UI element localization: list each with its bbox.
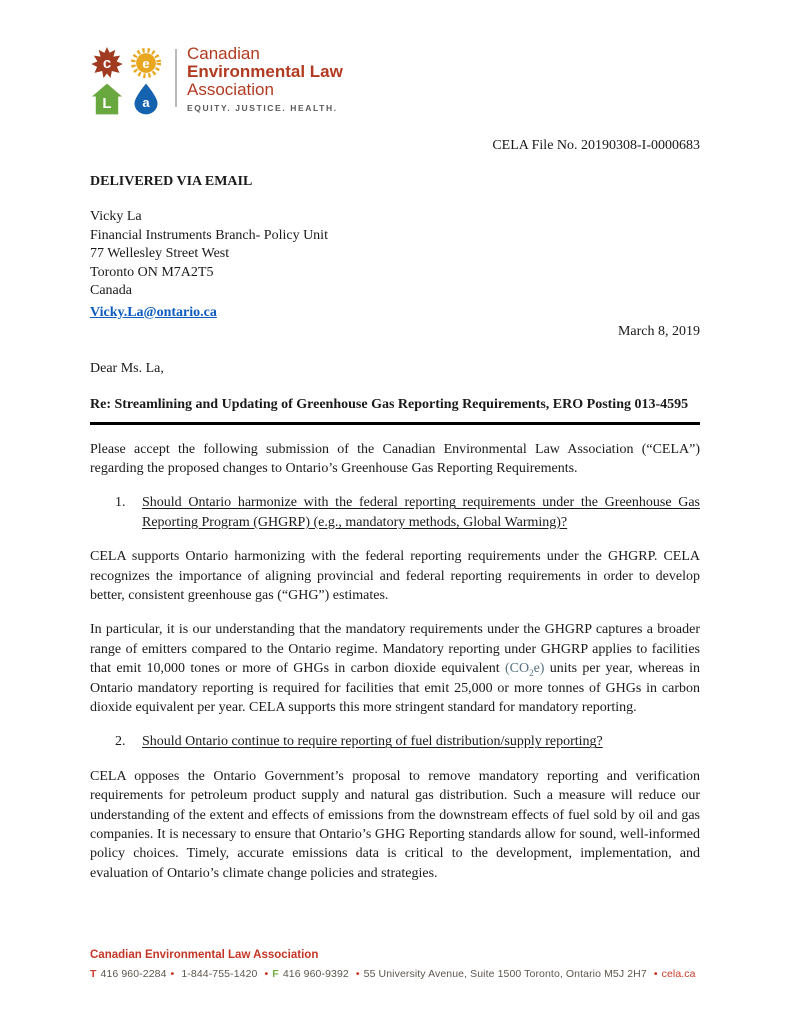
question-2-gap — [133, 732, 142, 751]
sun-icon — [129, 47, 163, 79]
footer-website-link[interactable]: cela.ca — [661, 968, 696, 980]
question-item-2 — [90, 732, 700, 751]
paragraph-intro: Please accept the following submission of the Canadian Environmental Law Association (“CELA”) regarding the proposed changes to Ontario’s Greenhouse Gas Reporting Requirements. — [90, 441, 700, 476]
recipient-street: 77 Wellesley Street West — [90, 246, 230, 261]
water-drop-icon — [129, 83, 163, 115]
house-icon — [90, 83, 124, 115]
question-2-text: Should Ontario continue to require reporting of fuel distribution/supply reporting? — [142, 734, 603, 750]
footer-org-name: Canadian Environmental Law Association — [90, 949, 319, 961]
logo-divider — [175, 49, 177, 107]
delivery-method: DELIVERED VIA EMAIL — [90, 174, 253, 189]
co2e-subscript: 2 — [529, 667, 534, 678]
footer-phone1: 416 960-2284 — [100, 968, 167, 980]
recipient-city: Toronto ON M7A2T5 — [90, 264, 214, 280]
footer-bullet-4: • — [653, 968, 658, 980]
logo-title-line2: Environmental Law — [187, 62, 343, 81]
footer-contact-line — [90, 968, 700, 980]
logo-letter-a: a — [142, 95, 150, 110]
logo-tiles — [90, 47, 163, 115]
logo-wordmark — [187, 45, 343, 113]
paragraph-thresholds — [90, 620, 700, 717]
co2e-pre: (CO — [504, 661, 530, 677]
paragraph-thresholds-before: In particular, it is our understanding that the mandatory requirements under the GHGRP captures a broader range of emitters compared to the Ontario regime. Mandatory reporting under GHGRP applies to facilities that emit 10,000 tones or more of GHGs in carbon dioxide equivalent — [90, 622, 700, 677]
footer-bullet-2: • — [264, 968, 269, 980]
paragraph-harmonize: CELA supports Ontario harmonizing with the federal reporting requirements under the GHGRP. CELA recognizes the importance of aligning provincial and federal reporting requirements in order to develop better, consistent greenhouse gas (“GHG”) estimates. — [90, 549, 700, 603]
footer-phone2: 1-844-755-1420 — [181, 968, 258, 980]
footer-bullet-1: • — [170, 968, 175, 980]
cela-logo — [90, 45, 700, 117]
question-1-text: Should Ontario harmonize with the federal reporting requirements under the Greenhouse Gas Reporting Program (GHGRP) (e.g., mandatory methods, Global Warming)? — [142, 495, 700, 530]
paragraph-opposition: CELA opposes the Ontario Government’s proposal to remove mandatory reporting and verification requirements for petroleum product supply and natural gas distribution. Such a measure will reduce our understanding of the extent and effects of emissions from the downstream effects of fuel sold by oil and gas companies. It is necessary to ensure that Ontario’s GHG Reporting standards allow for sound, well-informed policy choices. Timely, accurate emissions data is critical to the development, implementation, and evaluation of Ontario’s climate change policies and strategies. — [90, 768, 700, 881]
logo-title-line1: Canadian — [187, 44, 260, 63]
co2e-term — [505, 661, 545, 676]
maple-leaf-icon — [90, 47, 124, 79]
salutation: Dear Ms. La, — [90, 361, 164, 376]
footer-phone-label: T — [90, 968, 97, 980]
footer-fax: 416 960-9392 — [282, 968, 349, 980]
recipient-country: Canada — [90, 283, 132, 298]
question-1-gap — [133, 493, 142, 532]
footer-address: 55 University Avenue, Suite 1500 Toronto, Ontario M5J 2H7 — [363, 968, 647, 980]
logo-letter-e: e — [142, 55, 150, 71]
question-2-number: 2. — [115, 734, 126, 750]
footer-bullet-3: • — [355, 968, 360, 980]
question-item-1 — [90, 493, 700, 532]
letterhead-footer — [90, 949, 700, 980]
logo-letter-l: L — [102, 94, 112, 112]
question-1-number: 1. — [115, 495, 126, 511]
logo-letter-c: c — [102, 54, 112, 72]
subject-heading: Re: Streamlining and Updating of Greenhouse Gas Reporting Requirements, ERO Posting 013-4595 — [90, 395, 700, 425]
logo-title-line3: Association — [187, 80, 274, 99]
footer-fax-label: F — [272, 968, 279, 980]
letter-date: March 8, 2019 — [617, 324, 700, 339]
file-number: CELA File No. 20190308-I-0000683 — [492, 138, 700, 153]
recipient-email-link[interactable]: Vicky.La@ontario.ca — [90, 304, 217, 320]
recipient-name: Vicky La — [90, 209, 142, 224]
paragraph-thresholds-after: units per year, whereas in Ontario mandatory reporting is required for facilities that emit 25,000 or more tonnes of GHGs in carbon dioxide equivalent per year. CELA supports this more stringent standard for mandatory reporting. — [90, 661, 700, 715]
logo-tagline: EQUITY. JUSTICE. HEALTH. — [187, 103, 338, 113]
co2e-post: e) — [533, 661, 545, 677]
recipient-address — [90, 208, 700, 322]
recipient-unit: Financial Instruments Branch- Policy Unit — [90, 227, 328, 243]
